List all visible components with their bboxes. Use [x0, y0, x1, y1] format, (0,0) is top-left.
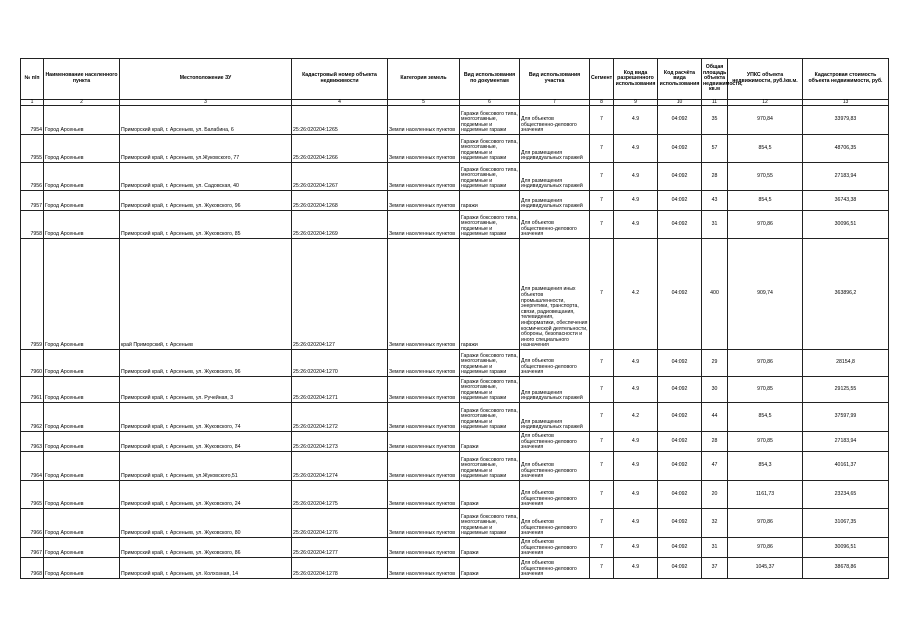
cadastral-cost-cell: 33979,83 — [803, 106, 889, 135]
upks-value-cell: 854,5 — [728, 191, 803, 211]
area-cell: 28 — [702, 163, 728, 191]
upks-value-cell: 854,5 — [728, 135, 803, 163]
row-number-cell: 7966 — [21, 509, 44, 538]
land-category-cell: Земли населенных пунктов — [388, 135, 460, 163]
settlement-name-cell: Город Арсеньев — [44, 135, 120, 163]
column-header[interactable]: Вид использования по документам — [460, 59, 520, 100]
use-calc-code-cell: 04:092 — [658, 481, 702, 509]
column-number: 9 — [614, 100, 658, 106]
column-header[interactable]: Вид использования участка — [520, 59, 590, 100]
table-row[interactable] — [21, 163, 889, 191]
parcel-use-cell: Для размещения иных объектов промышленности, энергетики, транспорта, связи, радиовещания, телевидения, информатики, обеспечения космической деятельности, обороны, безопасности и иного специального назначения — [520, 239, 590, 350]
column-number: 1 — [21, 100, 44, 106]
parcel-use-cell: Для объектов общественно-делового значения — [520, 558, 590, 579]
land-category-cell: Земли населенных пунктов — [388, 481, 460, 509]
parcel-use-cell: Для объектов общественно-делового значения — [520, 481, 590, 509]
segment-cell: 7 — [590, 452, 614, 481]
settlement-name-cell: Город Арсеньев — [44, 538, 120, 558]
permitted-use-code-cell: 4.9 — [614, 377, 658, 403]
area-cell: 28 — [702, 432, 728, 452]
header-row — [21, 59, 889, 100]
parcel-use-cell: Для размещения индивидуальных гаражей — [520, 135, 590, 163]
table-row[interactable] — [21, 538, 889, 558]
cadastral-number-cell: 25:26:020204:1275 — [292, 481, 388, 509]
segment-cell: 7 — [590, 350, 614, 377]
area-cell: 32 — [702, 509, 728, 538]
parcel-location-cell: Приморский край, г. Арсеньев, ул.Жуковского, 77 — [120, 135, 292, 163]
settlement-name-cell: Город Арсеньев — [44, 106, 120, 135]
cadastral-number-cell: 25:26:020204:1277 — [292, 538, 388, 558]
documented-use-cell: Гаражи — [460, 538, 520, 558]
settlement-name-cell: Город Арсеньев — [44, 211, 120, 239]
permitted-use-code-cell: 4.9 — [614, 211, 658, 239]
use-calc-code-cell: 04:092 — [658, 135, 702, 163]
column-header[interactable]: Сегмент — [590, 59, 614, 100]
settlement-name-cell: Город Арсеньев — [44, 452, 120, 481]
column-number: 12 — [728, 100, 803, 106]
cadastral-cost-cell: 30096,51 — [803, 211, 889, 239]
cadastral-number-cell: 25:26:020204:1272 — [292, 403, 388, 432]
use-calc-code-cell: 04:092 — [658, 403, 702, 432]
table-row[interactable] — [21, 350, 889, 377]
upks-value-cell: 970,84 — [728, 106, 803, 135]
segment-cell: 7 — [590, 377, 614, 403]
segment-cell: 7 — [590, 509, 614, 538]
column-header[interactable]: Общая площадь объекта недвижимости, кв.м — [702, 59, 728, 100]
settlement-name-cell: Город Арсеньев — [44, 403, 120, 432]
upks-value-cell: 1045,37 — [728, 558, 803, 579]
settlement-name-cell: Город Арсеньев — [44, 191, 120, 211]
segment-cell: 7 — [590, 538, 614, 558]
use-calc-code-cell: 04:092 — [658, 377, 702, 403]
segment-cell: 7 — [590, 163, 614, 191]
land-category-cell: Земли населенных пунктов — [388, 211, 460, 239]
use-calc-code-cell: 04:092 — [658, 558, 702, 579]
parcel-use-cell: Для размещения индивидуальных гаражей — [520, 163, 590, 191]
upks-value-cell: 854,5 — [728, 403, 803, 432]
parcel-use-cell: Для размещения индивидуальных гаражей — [520, 403, 590, 432]
cadastral-cost-cell: 30096,51 — [803, 538, 889, 558]
parcel-location-cell: край Приморский, г. Арсеньев — [120, 239, 292, 350]
segment-cell: 7 — [590, 106, 614, 135]
table-row[interactable] — [21, 106, 889, 135]
cadastral-number-cell: 25:26:020204:1266 — [292, 135, 388, 163]
permitted-use-code-cell: 4.9 — [614, 432, 658, 452]
documented-use-cell: Гаражи — [460, 558, 520, 579]
parcel-location-cell: Приморский край, г. Арсеньев, ул. Жуковского, 74 — [120, 403, 292, 432]
column-number: 3 — [120, 100, 292, 106]
upks-value-cell: 909,74 — [728, 239, 803, 350]
documented-use-cell: гаражи — [460, 239, 520, 350]
table-row[interactable] — [21, 239, 889, 350]
land-category-cell: Земли населенных пунктов — [388, 350, 460, 377]
row-number-cell: 7957 — [21, 191, 44, 211]
use-calc-code-cell: 04:092 — [658, 106, 702, 135]
upks-value-cell: 970,86 — [728, 350, 803, 377]
land-category-cell: Земли населенных пунктов — [388, 452, 460, 481]
use-calc-code-cell: 04:092 — [658, 432, 702, 452]
documented-use-cell: Гаражи боксового типа, многоэтажные, подземные и надземные гаражи — [460, 106, 520, 135]
row-number-cell: 7963 — [21, 432, 44, 452]
upks-value-cell: 1161,73 — [728, 481, 803, 509]
parcel-location-cell: Приморский край, г. Арсеньев, ул. Жуковского, 96 — [120, 191, 292, 211]
area-cell: 35 — [702, 106, 728, 135]
area-cell: 31 — [702, 211, 728, 239]
use-calc-code-cell: 04:092 — [658, 509, 702, 538]
cadastral-cost-cell: 40161,37 — [803, 452, 889, 481]
column-number: 13 — [803, 100, 889, 106]
permitted-use-code-cell: 4.9 — [614, 106, 658, 135]
documented-use-cell: Гаражи боксового типа, многоэтажные, подземные и надземные гаражи — [460, 452, 520, 481]
permitted-use-code-cell: 4.9 — [614, 481, 658, 509]
row-number-cell: 7955 — [21, 135, 44, 163]
table-row[interactable] — [21, 211, 889, 239]
land-category-cell: Земли населенных пунктов — [388, 558, 460, 579]
upks-value-cell: 970,55 — [728, 163, 803, 191]
upks-value-cell: 970,86 — [728, 509, 803, 538]
documented-use-cell: Гаражи боксового типа, многоэтажные, подземные и надземные гаражи — [460, 377, 520, 403]
parcel-location-cell: Приморский край, г. Арсеньев, ул. Садовская, 40 — [120, 163, 292, 191]
row-number-cell: 7967 — [21, 538, 44, 558]
parcel-use-cell: Для размещения индивидуальных гаражей — [520, 191, 590, 211]
parcel-location-cell: Приморский край, г. Арсеньев, ул.Жуковского,51 — [120, 452, 292, 481]
parcel-location-cell: Приморский край, г. Арсеньев, ул. Жуковского, 24 — [120, 481, 292, 509]
parcel-location-cell: Приморский край, г. Арсеньев, ул. Ручейная, 3 — [120, 377, 292, 403]
settlement-name-cell: Город Арсеньев — [44, 558, 120, 579]
land-category-cell: Земли населенных пунктов — [388, 509, 460, 538]
documented-use-cell: Гаражи боксового типа, многоэтажные, подземные и надземные гаражи — [460, 403, 520, 432]
documented-use-cell: Гаражи боксового типа, многоэтажные, подземные и надземные гаражи — [460, 135, 520, 163]
column-header[interactable]: Наименование населенного пункта — [44, 59, 120, 100]
permitted-use-code-cell: 4.2 — [614, 239, 658, 350]
row-number-cell: 7964 — [21, 452, 44, 481]
table-row[interactable] — [21, 403, 889, 432]
permitted-use-code-cell: 4.2 — [614, 403, 658, 432]
land-category-cell: Земли населенных пунктов — [388, 403, 460, 432]
row-number-cell: 7959 — [21, 239, 44, 350]
row-number-cell: 7962 — [21, 403, 44, 432]
cadastral-number-cell: 25:26:020204:1267 — [292, 163, 388, 191]
documented-use-cell: Гаражи — [460, 432, 520, 452]
parcel-use-cell: Для объектов общественно-делового значения — [520, 538, 590, 558]
settlement-name-cell: Город Арсеньев — [44, 350, 120, 377]
area-cell: 44 — [702, 403, 728, 432]
table-row[interactable] — [21, 558, 889, 579]
permitted-use-code-cell: 4.9 — [614, 163, 658, 191]
row-number-cell: 7960 — [21, 350, 44, 377]
settlement-name-cell: Город Арсеньев — [44, 239, 120, 350]
permitted-use-code-cell: 4.9 — [614, 452, 658, 481]
use-calc-code-cell: 04:092 — [658, 211, 702, 239]
cadastral-cost-cell: 27183,94 — [803, 163, 889, 191]
row-number-cell: 7961 — [21, 377, 44, 403]
table-row[interactable] — [21, 481, 889, 509]
use-calc-code-cell: 04:092 — [658, 239, 702, 350]
area-cell: 29 — [702, 350, 728, 377]
cadastral-number-cell: 25:26:020204:1268 — [292, 191, 388, 211]
table-row[interactable] — [21, 432, 889, 452]
land-category-cell: Земли населенных пунктов — [388, 239, 460, 350]
area-cell: 30 — [702, 377, 728, 403]
land-category-cell: Земли населенных пунктов — [388, 106, 460, 135]
segment-cell: 7 — [590, 558, 614, 579]
row-number-cell: 7954 — [21, 106, 44, 135]
area-cell: 20 — [702, 481, 728, 509]
cadastral-number-cell: 25:26:020204:127 — [292, 239, 388, 350]
cadastral-cost-cell: 37597,99 — [803, 403, 889, 432]
table-row[interactable] — [21, 191, 889, 211]
table-body — [21, 106, 889, 579]
documented-use-cell: Гаражи боксового типа, многоэтажные, подземные и надземные гаражи — [460, 509, 520, 538]
land-category-cell: Земли населенных пунктов — [388, 377, 460, 403]
settlement-name-cell: Город Арсеньев — [44, 481, 120, 509]
area-cell: 57 — [702, 135, 728, 163]
table-row[interactable] — [21, 377, 889, 403]
cadastral-number-cell: 25:26:020204:1276 — [292, 509, 388, 538]
column-header[interactable]: Местоположение ЗУ — [120, 59, 292, 100]
use-calc-code-cell: 04:092 — [658, 538, 702, 558]
column-number: 6 — [460, 100, 520, 106]
area-cell: 37 — [702, 558, 728, 579]
upks-value-cell: 970,86 — [728, 538, 803, 558]
cadastral-number-cell: 25:26:020204:1265 — [292, 106, 388, 135]
column-header[interactable]: Кадастровая стоимость объекта недвижимости, руб. — [803, 59, 889, 100]
area-cell: 31 — [702, 538, 728, 558]
parcel-use-cell: Для объектов общественно-делового значения — [520, 350, 590, 377]
settlement-name-cell: Город Арсеньев — [44, 163, 120, 191]
parcel-location-cell: Приморский край, г. Арсеньев, ул. Колхозная, 14 — [120, 558, 292, 579]
parcel-location-cell: Приморский край, г. Арсеньев, ул. Жуковского, 96 — [120, 350, 292, 377]
cadastral-cost-cell: 48706,35 — [803, 135, 889, 163]
area-cell: 47 — [702, 452, 728, 481]
column-header[interactable]: УПКС объекта недвижимости, руб./кв.м. — [728, 59, 803, 100]
table-row[interactable] — [21, 135, 889, 163]
upks-value-cell: 970,86 — [728, 211, 803, 239]
column-header[interactable]: Код расчёта вида использования — [658, 59, 702, 100]
segment-cell: 7 — [590, 432, 614, 452]
use-calc-code-cell: 04:092 — [658, 350, 702, 377]
cadastral-number-cell: 25:26:020204:1278 — [292, 558, 388, 579]
upks-value-cell: 970,85 — [728, 432, 803, 452]
upks-value-cell: 970,85 — [728, 377, 803, 403]
settlement-name-cell: Город Арсеньев — [44, 377, 120, 403]
parcel-location-cell: Приморский край, г. Арсеньев, ул. Жуковского, 84 — [120, 432, 292, 452]
column-number: 11 — [702, 100, 728, 106]
table-row[interactable] — [21, 509, 889, 538]
cadastral-number-cell: 25:26:020204:1270 — [292, 350, 388, 377]
use-calc-code-cell: 04:092 — [658, 452, 702, 481]
parcel-location-cell: Приморский край, г. Арсеньев, ул. Жуковского, 86 — [120, 538, 292, 558]
permitted-use-code-cell: 4.9 — [614, 509, 658, 538]
segment-cell: 7 — [590, 135, 614, 163]
parcel-use-cell: Для объектов общественно-делового значения — [520, 106, 590, 135]
column-header[interactable]: Кадастровый номер объекта недвижимости — [292, 59, 388, 100]
cadastral-number-cell: 25:26:020204:1274 — [292, 452, 388, 481]
segment-cell: 7 — [590, 191, 614, 211]
column-number: 10 — [658, 100, 702, 106]
documented-use-cell: Гаражи — [460, 481, 520, 509]
column-header[interactable]: № п/п — [21, 59, 44, 100]
cadastral-number-cell: 25:26:020204:1269 — [292, 211, 388, 239]
column-number: 8 — [590, 100, 614, 106]
segment-cell: 7 — [590, 211, 614, 239]
cadastral-cost-cell: 23234,65 — [803, 481, 889, 509]
row-number-cell: 7956 — [21, 163, 44, 191]
land-category-cell: Земли населенных пунктов — [388, 538, 460, 558]
cadastral-number-cell: 25:26:020204:1271 — [292, 377, 388, 403]
row-number-cell: 7958 — [21, 211, 44, 239]
use-calc-code-cell: 04:092 — [658, 191, 702, 211]
settlement-name-cell: Город Арсеньев — [44, 509, 120, 538]
permitted-use-code-cell: 4.9 — [614, 135, 658, 163]
cadastral-cost-cell: 36743,38 — [803, 191, 889, 211]
cadastral-cost-cell: 29125,55 — [803, 377, 889, 403]
parcel-use-cell: Для объектов общественно-делового значения — [520, 211, 590, 239]
parcel-location-cell: Приморский край, г. Арсеньев, ул. Жуковского, 85 — [120, 211, 292, 239]
segment-cell: 7 — [590, 481, 614, 509]
area-cell: 400 — [702, 239, 728, 350]
documented-use-cell: гаражи — [460, 191, 520, 211]
documented-use-cell: Гаражи боксового типа, многоэтажные, подземные и надземные гаражи — [460, 350, 520, 377]
parcel-use-cell: Для размещения индивидуальных гаражей — [520, 377, 590, 403]
cadastral-cost-cell: 363896,2 — [803, 239, 889, 350]
permitted-use-code-cell: 4.9 — [614, 350, 658, 377]
documented-use-cell: Гаражи боксового типа, многоэтажные, подземные и надземные гаражи — [460, 211, 520, 239]
column-number: 2 — [44, 100, 120, 106]
parcel-location-cell: Приморский край, г. Арсеньев, ул. Балабина, 6 — [120, 106, 292, 135]
cadastral-cost-cell: 27183,94 — [803, 432, 889, 452]
land-category-cell: Земли населенных пунктов — [388, 163, 460, 191]
column-number: 4 — [292, 100, 388, 106]
column-header[interactable]: Код вида разрешенного использования — [614, 59, 658, 100]
cadastral-cost-cell: 38678,86 — [803, 558, 889, 579]
cadastral-number-cell: 25:26:020204:1273 — [292, 432, 388, 452]
parcel-location-cell: Приморский край, г. Арсеньев, ул. Жуковского, 80 — [120, 509, 292, 538]
cadastral-cost-cell: 31067,35 — [803, 509, 889, 538]
land-category-cell: Земли населенных пунктов — [388, 432, 460, 452]
cadastral-cost-cell: 28154,8 — [803, 350, 889, 377]
area-cell: 43 — [702, 191, 728, 211]
permitted-use-code-cell: 4.9 — [614, 558, 658, 579]
parcel-use-cell: Для объектов общественно-делового значения — [520, 432, 590, 452]
row-number-cell: 7968 — [21, 558, 44, 579]
cadastral-value-table — [20, 58, 889, 579]
parcel-use-cell: Для объектов общественно-делового значения — [520, 509, 590, 538]
segment-cell: 7 — [590, 239, 614, 350]
permitted-use-code-cell: 4.9 — [614, 191, 658, 211]
table-row[interactable] — [21, 452, 889, 481]
land-category-cell: Земли населенных пунктов — [388, 191, 460, 211]
settlement-name-cell: Город Арсеньев — [44, 432, 120, 452]
row-number-cell: 7965 — [21, 481, 44, 509]
parcel-use-cell: Для объектов общественно-делового значения — [520, 452, 590, 481]
use-calc-code-cell: 04:092 — [658, 163, 702, 191]
permitted-use-code-cell: 4.9 — [614, 538, 658, 558]
column-number: 7 — [520, 100, 590, 106]
column-number: 5 — [388, 100, 460, 106]
documented-use-cell: Гаражи боксового типа, многоэтажные, подземные и надземные гаражи — [460, 163, 520, 191]
upks-value-cell: 854,3 — [728, 452, 803, 481]
segment-cell: 7 — [590, 403, 614, 432]
column-header[interactable]: Категория земель — [388, 59, 460, 100]
